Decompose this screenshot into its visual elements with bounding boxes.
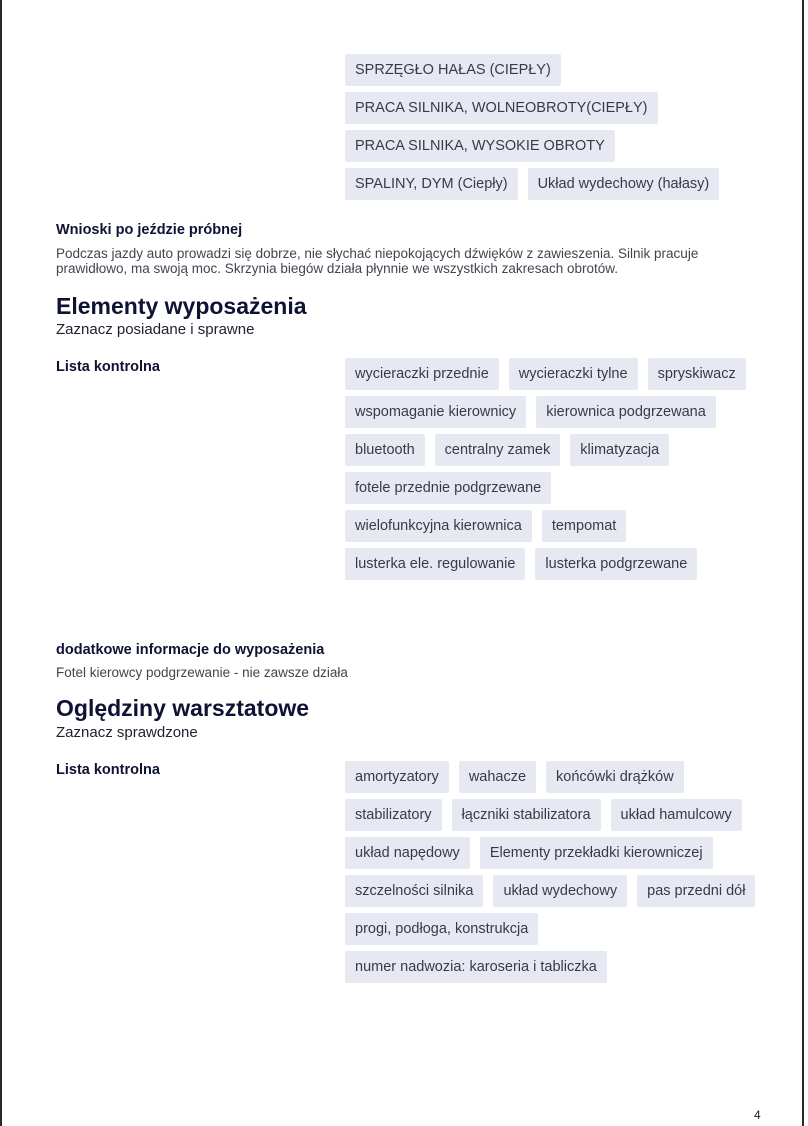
checklist-chip: progi, podłoga, konstrukcja [345, 913, 538, 945]
checklist-chip: wycieraczki tylne [509, 358, 638, 390]
checklist-chip: wspomaganie kierownicy [345, 396, 526, 428]
workshop-checklist [345, 761, 785, 983]
checklist-chip: fotele przednie podgrzewane [345, 472, 551, 504]
workshop-subtitle: Zaznacz sprawdzone [56, 724, 198, 741]
checklist-chip: kierownica podgrzewana [536, 396, 716, 428]
checklist-chip: tempomat [542, 510, 626, 542]
checklist-chip: PRACA SILNIKA, WYSOKIE OBROTY [345, 130, 615, 162]
checklist-chip: lusterka podgrzewane [535, 548, 697, 580]
checklist-chip: SPRZĘGŁO HAŁAS (CIEPŁY) [345, 54, 561, 86]
conclusions-label: Wnioski po jeździe próbnej [56, 222, 243, 238]
checklist-chip: układ hamulcowy [611, 799, 742, 831]
checklist-chip: wahacze [459, 761, 536, 793]
checklist-chip: SPALINY, DYM (Ciepły) [345, 168, 518, 200]
equipment-extra-text: Fotel kierowcy podgrzewanie - nie zawsze działa [56, 665, 348, 680]
workshop-checklist-label: Lista kontrolna [56, 762, 160, 778]
checklist-chip: łączniki stabilizatora [452, 799, 601, 831]
equipment-checklist [345, 358, 765, 580]
equipment-extra-label: dodatkowe informacje do wyposażenia [56, 642, 325, 658]
workshop-title: Oględziny warsztatowe [56, 695, 310, 721]
equipment-title: Elementy wyposażenia [56, 293, 307, 319]
checklist-chip: PRACA SILNIKA, WOLNEOBROTY(CIEPŁY) [345, 92, 658, 124]
checklist-chip: końcówki drążków [546, 761, 684, 793]
checklist-chip: układ napędowy [345, 837, 470, 869]
equipment-checklist-label: Lista kontrolna [56, 359, 160, 375]
checklist-chip: pas przedni dół [637, 875, 755, 907]
equipment-subtitle: Zaznacz posiadane i sprawne [56, 321, 255, 338]
test-drive-checklist [345, 54, 765, 200]
conclusions-text: Podczas jazdy auto prowadzi się dobrze, nie słychać niepokojących dźwięków z zawieszenia. Silnik pracuje prawidłowo, ma swoją moc. Skrzynia biegów działa płynnie we wszystkich zakresach obrotów. [56, 246, 699, 276]
checklist-chip: stabilizatory [345, 799, 442, 831]
checklist-chip: amortyzatory [345, 761, 449, 793]
checklist-chip: lusterka ele. regulowanie [345, 548, 525, 580]
checklist-chip: klimatyzacja [570, 434, 669, 466]
checklist-chip: centralny zamek [435, 434, 561, 466]
checklist-chip: Elementy przekładki kierowniczej [480, 837, 713, 869]
checklist-chip: wielofunkcyjna kierownica [345, 510, 532, 542]
checklist-chip: numer nadwozia: karoseria i tabliczka [345, 951, 607, 983]
checklist-chip: układ wydechowy [493, 875, 627, 907]
checklist-chip: spryskiwacz [648, 358, 746, 390]
checklist-chip: bluetooth [345, 434, 425, 466]
checklist-chip: szczelności silnika [345, 875, 483, 907]
page-number: 4 [754, 1108, 761, 1122]
checklist-chip: wycieraczki przednie [345, 358, 499, 390]
checklist-chip: Układ wydechowy (hałasy) [528, 168, 720, 200]
